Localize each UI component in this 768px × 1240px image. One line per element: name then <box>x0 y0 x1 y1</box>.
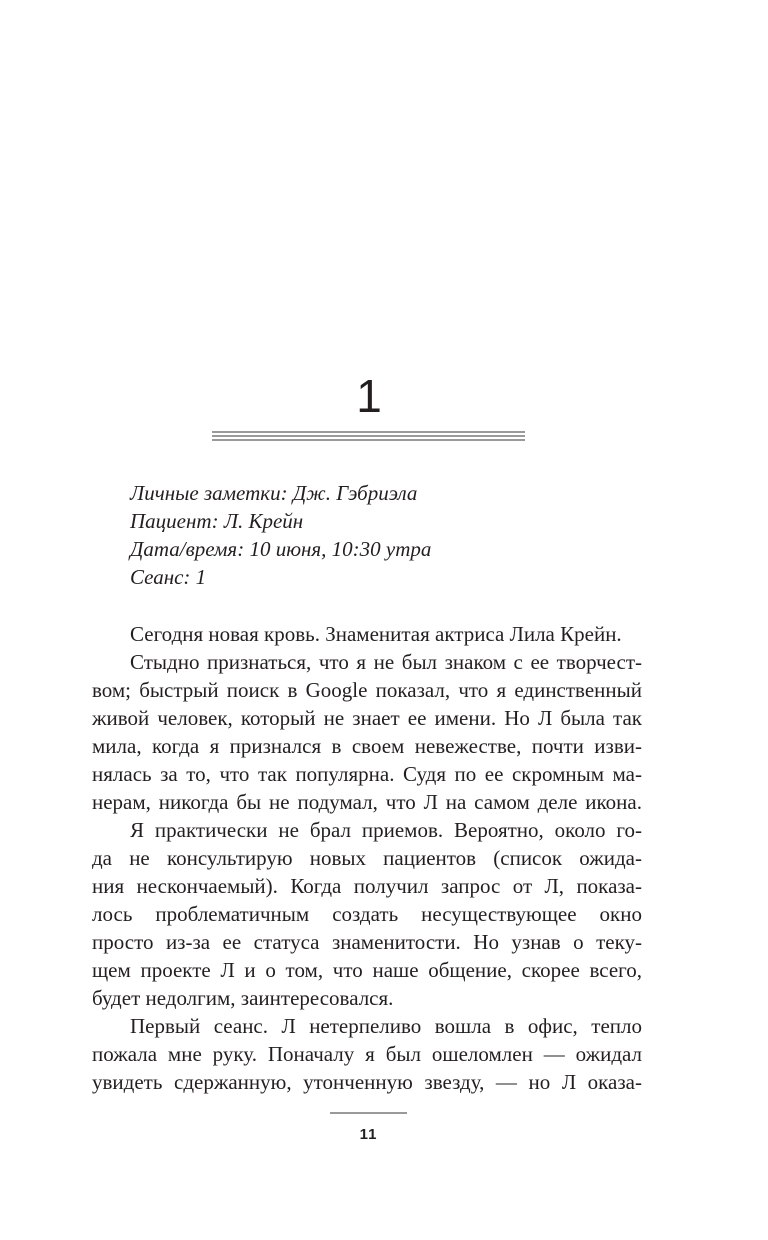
text-line: просто из-за ее статуса знаменитости. Но узнав о теку- <box>92 930 642 954</box>
text-line: вом; быстрый поиск в Google показал, что я единственный <box>92 678 642 702</box>
text-line: мила, когда я признался в своем невежестве, почти изви- <box>92 734 642 758</box>
text-line: Первый сеанс. Л нетерпеливо вошла в офис, тепло <box>130 1014 642 1038</box>
text-line: пожала мне руку. Поначалу я был ошеломлен — ожидал <box>92 1042 642 1066</box>
chapter-divider <box>212 431 525 443</box>
page-number: 11 <box>359 1126 378 1143</box>
notes-patient-line: Пациент: Л. Крейн <box>130 509 304 533</box>
session-notes-header <box>130 479 650 591</box>
divider-line <box>212 439 525 441</box>
text-line: ния нескончаемый). Когда получил запрос от Л, показа- <box>92 874 642 898</box>
text-line: живой человек, который не знает ее имени. Но Л была так <box>92 706 642 730</box>
text-line: нялась за то, что так популярна. Судя по ее скромным ма- <box>92 762 642 786</box>
notes-author-line: Личные заметки: Дж. Гэбриэла <box>130 481 418 505</box>
notes-session-line: Сеанс: 1 <box>130 565 207 589</box>
text-line: увидеть сдержанную, утонченную звезду, — но Л оказа- <box>92 1070 642 1094</box>
text-line: щем проекте Л и о том, что наше общение, скорее всего, <box>92 958 642 982</box>
text-line: Я практически не брал приемов. Вероятно, около го- <box>130 818 642 842</box>
text-line: Сегодня новая кровь. Знаменитая актриса Лила Крейн. <box>130 622 622 646</box>
chapter-number: 1 <box>356 370 382 422</box>
text-line: будет недолгим, заинтересовался. <box>92 986 394 1010</box>
text-line: лось проблематичным создать несуществующее окно <box>92 902 642 926</box>
text-line: да не консультирую новых пациентов (список ожида- <box>92 846 642 870</box>
divider-line <box>212 435 525 437</box>
text-line: Стыдно признаться, что я не был знаком с ее творчест- <box>130 650 642 674</box>
text-line: нерам, никогда бы не подумал, что Л на самом деле икона. <box>92 790 642 814</box>
divider-line <box>212 431 525 433</box>
body-text <box>92 620 642 1096</box>
notes-datetime-line: Дата/время: 10 июня, 10:30 утра <box>130 537 432 561</box>
footer-rule <box>330 1112 407 1114</box>
